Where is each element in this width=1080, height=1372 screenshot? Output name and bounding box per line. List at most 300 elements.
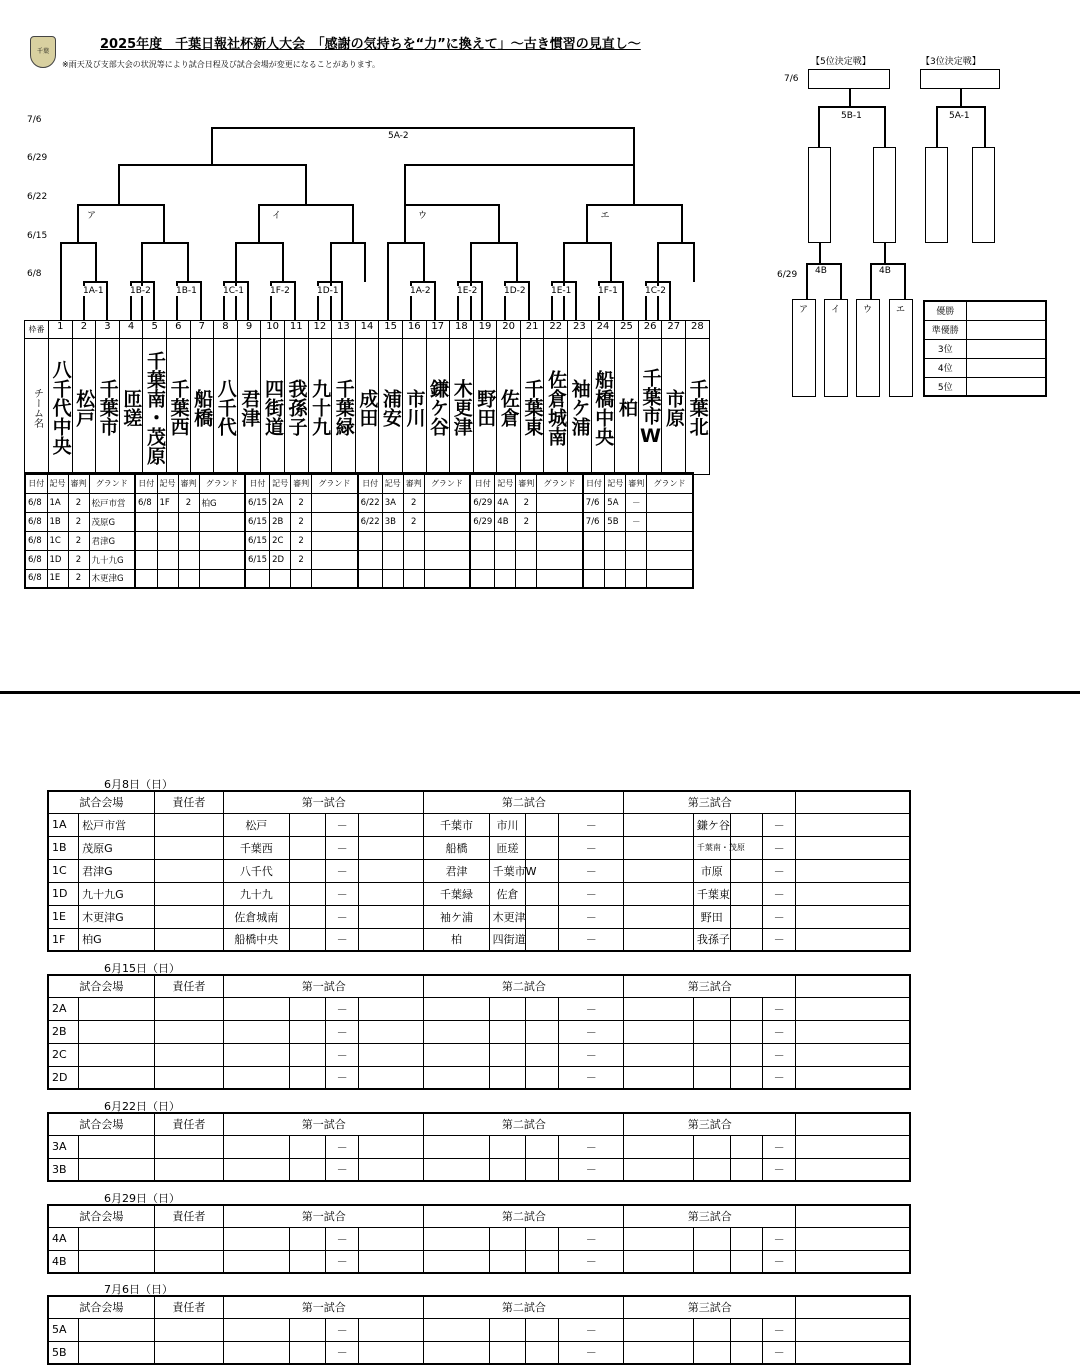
slot-number: 15 — [379, 321, 403, 339]
bracket-line — [60, 242, 95, 244]
game-cell — [424, 1043, 489, 1066]
schedule-cell — [135, 512, 157, 531]
game-cell — [154, 859, 223, 882]
game-header: 第三試合 — [624, 975, 796, 997]
game-cell: － — [763, 1158, 796, 1181]
placement-box — [920, 69, 1000, 89]
schedule-cell: 6/15 — [245, 531, 270, 550]
first-round-label: 1C-1 — [223, 286, 244, 296]
schedule-cell: 1D — [47, 550, 68, 569]
bracket-line — [223, 281, 247, 283]
game-cell — [358, 836, 423, 859]
bracket-line — [622, 281, 624, 320]
schedule-cell: 2 — [516, 512, 537, 531]
game-cell — [154, 1250, 223, 1273]
game-cell: － — [559, 997, 624, 1020]
game-cell — [289, 1135, 326, 1158]
schedule-cell — [424, 512, 470, 531]
page-divider — [0, 691, 1080, 694]
game-header: 第三試合 — [624, 1113, 796, 1135]
game-cell: － — [763, 859, 796, 882]
game-cell: － — [763, 813, 796, 836]
game-cell: 千葉東 — [693, 882, 730, 905]
game-cell: 1B — [48, 836, 79, 859]
result-value — [966, 377, 1046, 396]
game-cell — [224, 1043, 289, 1066]
schedule-cell — [199, 531, 245, 550]
slot-number: 10 — [261, 321, 285, 339]
schedule-cell — [358, 550, 383, 569]
game-row — [48, 882, 910, 905]
result-label: 準優勝 — [924, 320, 966, 339]
schedule-cell: － — [626, 512, 647, 531]
bracket-line — [434, 281, 436, 320]
schedule-cell — [312, 531, 358, 550]
game-cell — [358, 1227, 423, 1250]
first-round-label: 1A-1 — [83, 286, 104, 296]
bracket-line — [235, 242, 282, 244]
game-cell: 四街道 — [489, 928, 526, 951]
game-cell — [796, 1158, 911, 1181]
game-cell — [693, 1318, 730, 1341]
game-cell — [289, 1158, 326, 1181]
game-cell: 松戸市営 — [79, 813, 155, 836]
game-cell — [79, 1341, 155, 1364]
placement-box — [972, 147, 995, 243]
game-cell: － — [763, 1020, 796, 1043]
schedule-header: 審判 — [403, 473, 424, 493]
team-name: 松戸 — [72, 339, 96, 475]
team-name: 船橋中央 — [591, 339, 615, 475]
schedule-cell — [135, 569, 157, 588]
game-cell: 袖ケ浦 — [424, 905, 489, 928]
game-cell: 木更津G — [79, 905, 155, 928]
schedule-cell: 2 — [68, 569, 89, 588]
schedule-cell — [403, 550, 424, 569]
schedule-cell — [516, 569, 537, 588]
game-cell: － — [559, 1135, 624, 1158]
third-place-title: 【3位決定戦】 — [920, 54, 982, 67]
schedule-cell — [647, 493, 693, 512]
schedule-cell — [199, 512, 245, 531]
game-cell — [358, 1020, 423, 1043]
game-cell — [730, 882, 763, 905]
game-cell: － — [559, 1158, 624, 1181]
game-cell: 君津G — [79, 859, 155, 882]
slot-number: 9 — [237, 321, 261, 339]
game-cell: 4B — [48, 1250, 79, 1273]
game-cell — [79, 1135, 155, 1158]
schedule-header: グランド — [647, 473, 693, 493]
schedule-cell — [495, 531, 516, 550]
game-cell — [796, 997, 911, 1020]
game-cell: － — [763, 1066, 796, 1089]
schedule-row — [25, 550, 693, 569]
bracket-line — [960, 89, 962, 106]
game-cell — [289, 1341, 326, 1364]
game-table — [47, 790, 911, 952]
bracket-line — [669, 281, 671, 320]
placement-date: 6/29 — [777, 270, 798, 280]
schedule-cell — [312, 512, 358, 531]
game-cell: － — [763, 928, 796, 951]
fourb-label: 4B — [815, 266, 827, 276]
team-name: 千葉北 — [686, 339, 710, 475]
game-row — [48, 1341, 910, 1364]
schedule-header: 記号 — [47, 473, 68, 493]
game-cell — [526, 1135, 559, 1158]
game-cell — [289, 1020, 326, 1043]
game-day-date: 6月15日（日） — [104, 962, 180, 975]
bracket-line — [141, 242, 187, 244]
game-cell: － — [559, 813, 624, 836]
game-cell — [624, 1066, 693, 1089]
game-cell — [424, 1158, 489, 1181]
game-cell — [526, 1318, 559, 1341]
game-cell — [526, 1250, 559, 1273]
slot-number: 1 — [49, 321, 73, 339]
schedule-cell: 2C — [270, 531, 291, 550]
game-cell — [154, 813, 223, 836]
game-header: 第二試合 — [424, 791, 624, 813]
schedule-cell — [470, 531, 495, 550]
schedule-cell: 4A — [495, 493, 516, 512]
schedule-cell — [178, 569, 199, 588]
game-cell — [796, 1020, 911, 1043]
schedule-cell: 2 — [291, 531, 312, 550]
bracket-line — [818, 106, 884, 108]
schedule-cell: 木更津G — [89, 569, 135, 588]
association-logo: 千葉 — [30, 36, 56, 68]
schedule-cell: 2 — [291, 550, 312, 569]
bracket-line — [404, 164, 406, 204]
game-header: 責任者 — [154, 1113, 223, 1135]
game-cell: 佐倉 — [489, 882, 526, 905]
game-cell: － — [763, 1227, 796, 1250]
slot-number: 24 — [591, 321, 615, 339]
team-name: 匝瑳 — [119, 339, 143, 475]
team-name: 千葉市W — [638, 339, 662, 475]
game-cell — [730, 1135, 763, 1158]
bracket-line — [200, 281, 202, 320]
game-cell — [693, 1135, 730, 1158]
schedule-cell — [647, 531, 693, 550]
game-cell — [289, 813, 326, 836]
team-name: 四街道 — [261, 339, 285, 475]
bracket-line — [936, 106, 984, 108]
game-cell — [730, 1158, 763, 1181]
bracket-line — [176, 281, 200, 283]
slot-number: 2 — [72, 321, 96, 339]
game-cell: 船橋 — [424, 836, 489, 859]
game-cell — [730, 1318, 763, 1341]
schedule-cell — [178, 531, 199, 550]
semi-label: ウ — [417, 208, 428, 221]
game-header: 責任者 — [154, 1205, 223, 1227]
game-cell — [154, 997, 223, 1020]
game-cell — [624, 836, 693, 859]
game-row — [48, 1318, 910, 1341]
game-cell: － — [763, 1043, 796, 1066]
game-cell — [224, 1066, 289, 1089]
game-cell — [489, 1043, 526, 1066]
schedule-cell — [605, 569, 626, 588]
schedule-header: 日付 — [583, 473, 605, 493]
game-cell — [624, 1135, 693, 1158]
game-cell — [154, 1020, 223, 1043]
game-table — [47, 974, 911, 1090]
slot-number: 14 — [355, 321, 379, 339]
schedule-note: ※雨天及び支部大会の状況等により試合日程及び試合会場が変更になることがあります。 — [62, 60, 381, 69]
schedule-header: 日付 — [358, 473, 383, 493]
bracket-line — [330, 242, 364, 244]
bracket-line — [258, 204, 260, 242]
round-date: 7/6 — [27, 115, 42, 125]
team-name: 鎌ケ谷 — [426, 339, 450, 475]
game-cell — [624, 1043, 693, 1066]
game-cell — [154, 1043, 223, 1066]
schedule-row — [25, 493, 693, 512]
schedule-row — [25, 531, 693, 550]
slot-number: 16 — [402, 321, 426, 339]
game-cell — [796, 1227, 911, 1250]
schedule-cell — [647, 569, 693, 588]
slot-header: 枠番 — [25, 321, 49, 339]
game-cell — [796, 928, 911, 951]
game-cell: － — [559, 859, 624, 882]
game-cell — [358, 1318, 423, 1341]
schedule-cell: 2 — [68, 550, 89, 569]
schedule-cell: 3B — [382, 512, 403, 531]
schedule-cell — [178, 550, 199, 569]
game-header: 第三試合 — [624, 1296, 796, 1318]
game-header: 第一試合 — [224, 1296, 424, 1318]
game-header-row — [48, 975, 910, 997]
game-cell: 船橋中央 — [224, 928, 289, 951]
schedule-cell: 6/8 — [25, 550, 47, 569]
result-label: 優勝 — [924, 301, 966, 320]
bracket-line — [481, 281, 483, 320]
game-cell — [796, 859, 911, 882]
bracket-line — [77, 204, 79, 242]
schedule-cell: 松戸市営 — [89, 493, 135, 512]
first-round-label: 1B-1 — [176, 286, 197, 296]
bracket-line — [95, 242, 97, 282]
schedule-cell — [537, 569, 583, 588]
result-value — [966, 339, 1046, 358]
game-row — [48, 836, 910, 859]
first-round-label: 1D-1 — [317, 286, 339, 296]
game-cell — [79, 1066, 155, 1089]
schedule-summary-table — [24, 472, 694, 589]
schedule-cell: 2D — [270, 550, 291, 569]
game-cell — [424, 1318, 489, 1341]
slot-number: 22 — [544, 321, 568, 339]
team-name: 成田 — [355, 339, 379, 475]
game-cell — [693, 997, 730, 1020]
bracket-line — [211, 127, 634, 129]
schedule-cell: 1B — [47, 512, 68, 531]
result-row — [924, 358, 1046, 377]
schedule-cell — [157, 550, 178, 569]
game-cell — [154, 1135, 223, 1158]
schedule-cell: 2 — [68, 512, 89, 531]
game-cell — [730, 905, 763, 928]
placement-box — [925, 147, 948, 243]
game-cell: 我孫子 — [693, 928, 730, 951]
game-cell — [526, 1341, 559, 1364]
schedule-cell: 2 — [403, 512, 424, 531]
game-header: 第二試合 — [424, 975, 624, 997]
game-cell: － — [326, 882, 359, 905]
game-cell — [796, 1341, 911, 1364]
game-row — [48, 1020, 910, 1043]
bracket-line — [341, 281, 343, 320]
first-round-label: 1C-2 — [645, 286, 666, 296]
bracket-line — [504, 281, 528, 283]
bracket-line — [470, 242, 516, 244]
bracket-line — [247, 281, 249, 320]
game-header: 責任者 — [154, 975, 223, 997]
game-cell — [154, 1066, 223, 1089]
schedule-cell: 6/22 — [358, 493, 383, 512]
game-cell — [526, 928, 559, 951]
bracket-line — [657, 242, 693, 244]
schedule-header: 審判 — [178, 473, 199, 493]
schedule-header: グランド — [89, 473, 135, 493]
game-header: 試合会場 — [48, 1205, 154, 1227]
bracket-line — [153, 281, 155, 320]
bracket-line — [211, 127, 213, 164]
schedule-cell: 2 — [178, 493, 199, 512]
game-cell: 佐倉城南 — [224, 905, 289, 928]
team-name: 千葉東 — [520, 339, 544, 475]
team-name: 市原 — [662, 339, 686, 475]
schedule-cell: 2 — [291, 512, 312, 531]
bracket-line — [270, 281, 294, 283]
game-cell — [796, 813, 911, 836]
game-cell: － — [326, 928, 359, 951]
schedule-header: 日付 — [25, 473, 47, 493]
fifth-match-label: 5B-1 — [841, 111, 862, 121]
bracket-line — [130, 281, 153, 283]
schedule-cell — [382, 569, 403, 588]
schedule-cell — [605, 550, 626, 569]
game-cell: 2D — [48, 1066, 79, 1089]
game-header-row — [48, 1205, 910, 1227]
schedule-cell — [403, 531, 424, 550]
schedule-row — [25, 569, 693, 588]
schedule-cell — [157, 569, 178, 588]
game-cell — [289, 1318, 326, 1341]
team-name: 野田 — [473, 339, 497, 475]
game-day-date: 6月8日（日） — [104, 778, 173, 791]
game-cell: 千葉西 — [224, 836, 289, 859]
first-round-label: 1E-1 — [551, 286, 572, 296]
schedule-header: 審判 — [626, 473, 647, 493]
game-header-row — [48, 1113, 910, 1135]
game-cell: 九十九 — [224, 882, 289, 905]
game-cell — [796, 1318, 911, 1341]
bracket-line — [387, 242, 423, 244]
slot-number: 7 — [190, 321, 214, 339]
game-header: 試合会場 — [48, 1296, 154, 1318]
game-cell — [358, 928, 423, 951]
bracket-line — [387, 242, 389, 320]
schedule-cell: 6/15 — [245, 512, 270, 531]
game-row — [48, 1250, 910, 1273]
game-cell — [289, 859, 326, 882]
result-label: 5位 — [924, 377, 966, 396]
game-cell: － — [763, 1250, 796, 1273]
schedule-cell — [382, 531, 403, 550]
bracket-line — [870, 263, 872, 299]
game-row — [48, 905, 910, 928]
game-cell: － — [326, 859, 359, 882]
schedule-header: 記号 — [495, 473, 516, 493]
game-cell: － — [559, 882, 624, 905]
game-row — [48, 1135, 910, 1158]
game-cell — [154, 905, 223, 928]
schedule-cell: 6/15 — [245, 493, 270, 512]
schedule-cell — [135, 550, 157, 569]
game-cell — [796, 1043, 911, 1066]
game-cell: － — [326, 1158, 359, 1181]
game-cell — [693, 1227, 730, 1250]
game-cell — [289, 928, 326, 951]
schedule-cell — [178, 512, 199, 531]
team-name: 市川 — [402, 339, 426, 475]
placement-box — [873, 147, 896, 243]
slot-number: 13 — [332, 321, 356, 339]
bracket-line — [586, 204, 681, 206]
game-cell: － — [559, 1341, 624, 1364]
slot-number: 18 — [450, 321, 474, 339]
schedule-cell: 6/29 — [470, 512, 495, 531]
game-cell — [289, 836, 326, 859]
first-round-label: 1A-2 — [410, 286, 431, 296]
game-header: 試合会場 — [48, 791, 154, 813]
game-row — [48, 997, 910, 1020]
game-cell — [224, 1020, 289, 1043]
bracket-line — [404, 204, 498, 206]
schedule-header: 審判 — [516, 473, 537, 493]
game-cell — [796, 1250, 911, 1273]
first-round-label: 1B-2 — [130, 286, 151, 296]
game-cell — [358, 997, 423, 1020]
schedule-row — [25, 512, 693, 531]
bracket-line — [410, 281, 434, 283]
bracket-line — [457, 281, 481, 283]
game-cell — [289, 997, 326, 1020]
bracket-line — [819, 243, 821, 263]
game-cell: 八千代 — [224, 859, 289, 882]
game-cell: － — [763, 1135, 796, 1158]
game-cell: － — [763, 1341, 796, 1364]
schedule-cell: 1C — [47, 531, 68, 550]
game-header: 第二試合 — [424, 1296, 624, 1318]
placement-slot: イ — [830, 302, 841, 315]
game-cell — [730, 813, 763, 836]
game-cell — [289, 905, 326, 928]
schedule-cell — [495, 569, 516, 588]
game-cell: 千葉市 — [424, 813, 489, 836]
schedule-cell — [424, 569, 470, 588]
schedule-cell — [199, 569, 245, 588]
game-cell — [693, 1066, 730, 1089]
team-name: 我孫子 — [284, 339, 308, 475]
game-cell — [79, 1318, 155, 1341]
